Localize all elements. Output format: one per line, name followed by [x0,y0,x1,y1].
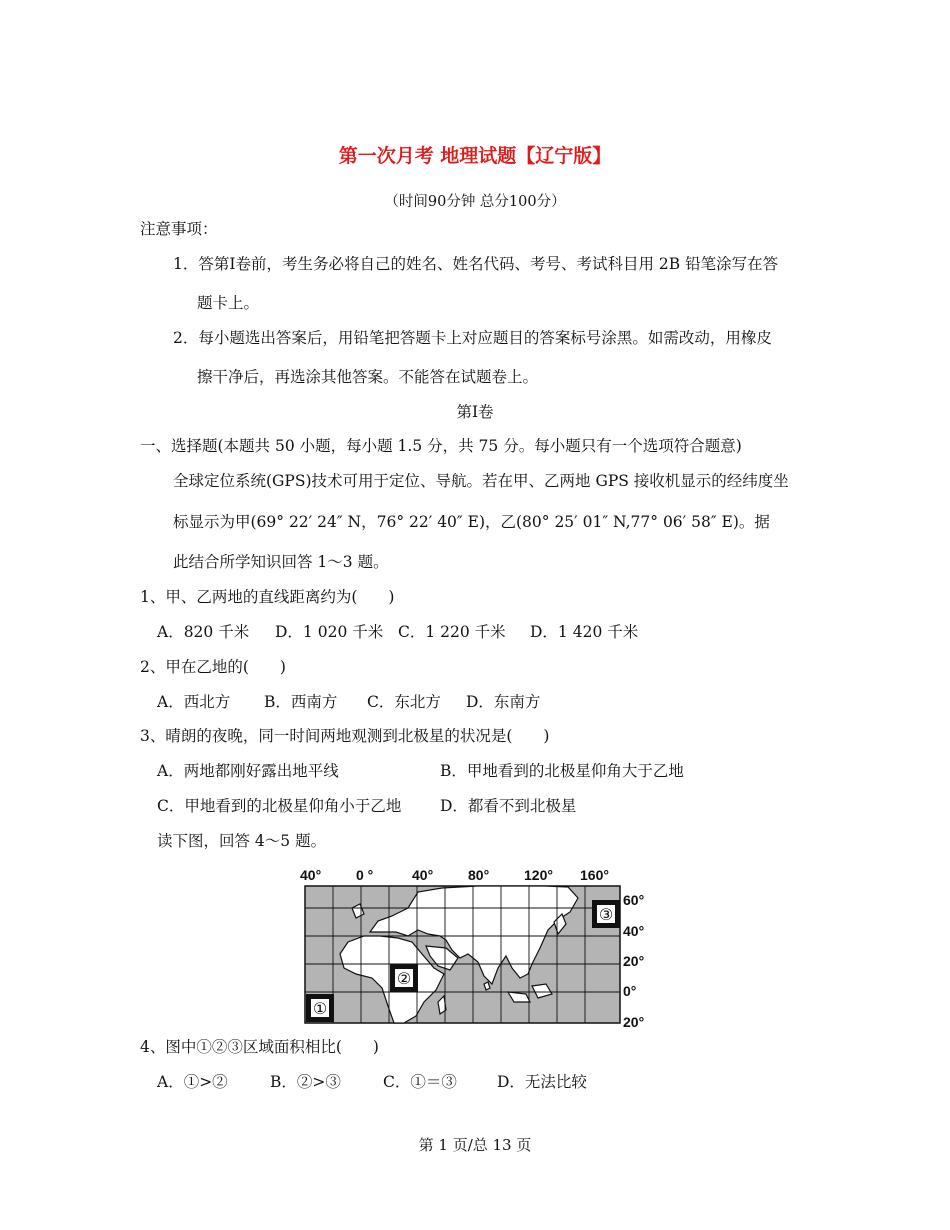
q4-option-d: D．无法比较 [497,1073,587,1091]
gps-intro-line-3: 此结合所学知识回答 1～3 题。 [173,553,389,571]
map-region-1-label: ① [312,999,328,1018]
map-region-2-label: ② [396,969,412,988]
notice-item-2: 2．每小题选出答案后，用铅笔把答题卡上对应题目的答案标号涂黑。如需改动，用橡皮 [173,329,772,347]
question-4-stem: 4、图中①②③区域面积相比( ) [140,1038,379,1056]
map-region-3-label: ③ [598,905,614,924]
exam-title: 第一次月考 地理试题【辽宁版】 [338,145,612,167]
q3-option-b: B．甲地看到的北极星仰角大于乙地 [440,762,684,780]
q1-option-b: D．1 020 千米 [275,623,384,641]
exam-subtitle: （时间90分钟 总分100分） [384,194,566,210]
gps-intro-line-2: 标显示为甲(69° 22′ 24″ N，76° 22′ 40″ E)，乙(80° 25′ 01″ N,77° 06′ 58″ E)。据 [173,513,770,531]
notice-heading: 注意事项： [140,220,218,238]
map-lat-label: 40° [623,923,645,939]
question-3-stem: 3、晴朗的夜晚，同一时间两地观测到北极星的状况是( ) [140,727,550,745]
map-lat-label: 60° [623,892,645,908]
q2-option-a: A．西北方 [157,693,231,711]
q1-option-c: C．1 220 千米 [398,623,506,641]
world-map-figure [300,866,650,1035]
map-lon-label: 120° [524,867,553,883]
question-2-stem: 2、甲在乙地的( ) [140,658,286,676]
q1-option-d: D．1 420 千米 [530,623,639,641]
q3-option-c: C．甲地看到的北极星仰角小于乙地 [157,797,402,815]
q2-option-b: B．西南方 [264,693,338,711]
notice-item-1: 1．答第Ⅰ卷前，考生务必将自己的姓名、姓名代码、考号、考试科目用 2B 铅笔涂写在答 [173,255,779,273]
q4-option-b: B．②>③ [270,1073,341,1091]
map-lat-label: 0° [623,983,637,999]
map-intro: 读下图，回答 4～5 题。 [157,832,327,850]
q4-option-c: C．①＝③ [383,1073,457,1091]
section-heading: 一、选择题(本题共 50 小题，每小题 1.5 分，共 75 分。每小题只有一个选项符合题意) [140,437,742,455]
map-lat-label: 20° [623,1014,645,1030]
q2-option-d: D．东南方 [466,693,541,711]
q3-option-a: A．两地都刚好露出地平线 [157,762,339,780]
map-lon-label: 40° [412,867,434,883]
q1-option-a: A．820 千米 [157,623,250,641]
notice-item-2-cont: 擦干净后，再选涂其他答案。不能答在试题卷上。 [197,368,539,386]
volume-label: 第Ⅰ卷 [456,403,494,421]
map-lon-label: 80° [468,867,490,883]
map-lon-label: 160° [580,867,609,883]
question-1-stem: 1、甲、乙两地的直线距离约为( ) [140,588,395,606]
notice-item-1-cont: 题卡上。 [197,294,260,312]
gps-intro-line-1: 全球定位系统(GPS)技术可用于定位、导航。若在甲、乙两地 GPS 接收机显示的经纬度坐 [173,472,789,490]
page-footer: 第 1 页/总 13 页 [418,1136,532,1154]
map-lon-label: 0 ° [356,867,374,883]
q3-option-d: D．都看不到北极星 [440,797,577,815]
map-lat-label: 20° [623,953,645,969]
q4-option-a: A．①>② [157,1073,228,1091]
map-lon-label: 40° [300,867,322,883]
q2-option-c: C．东北方 [367,693,441,711]
